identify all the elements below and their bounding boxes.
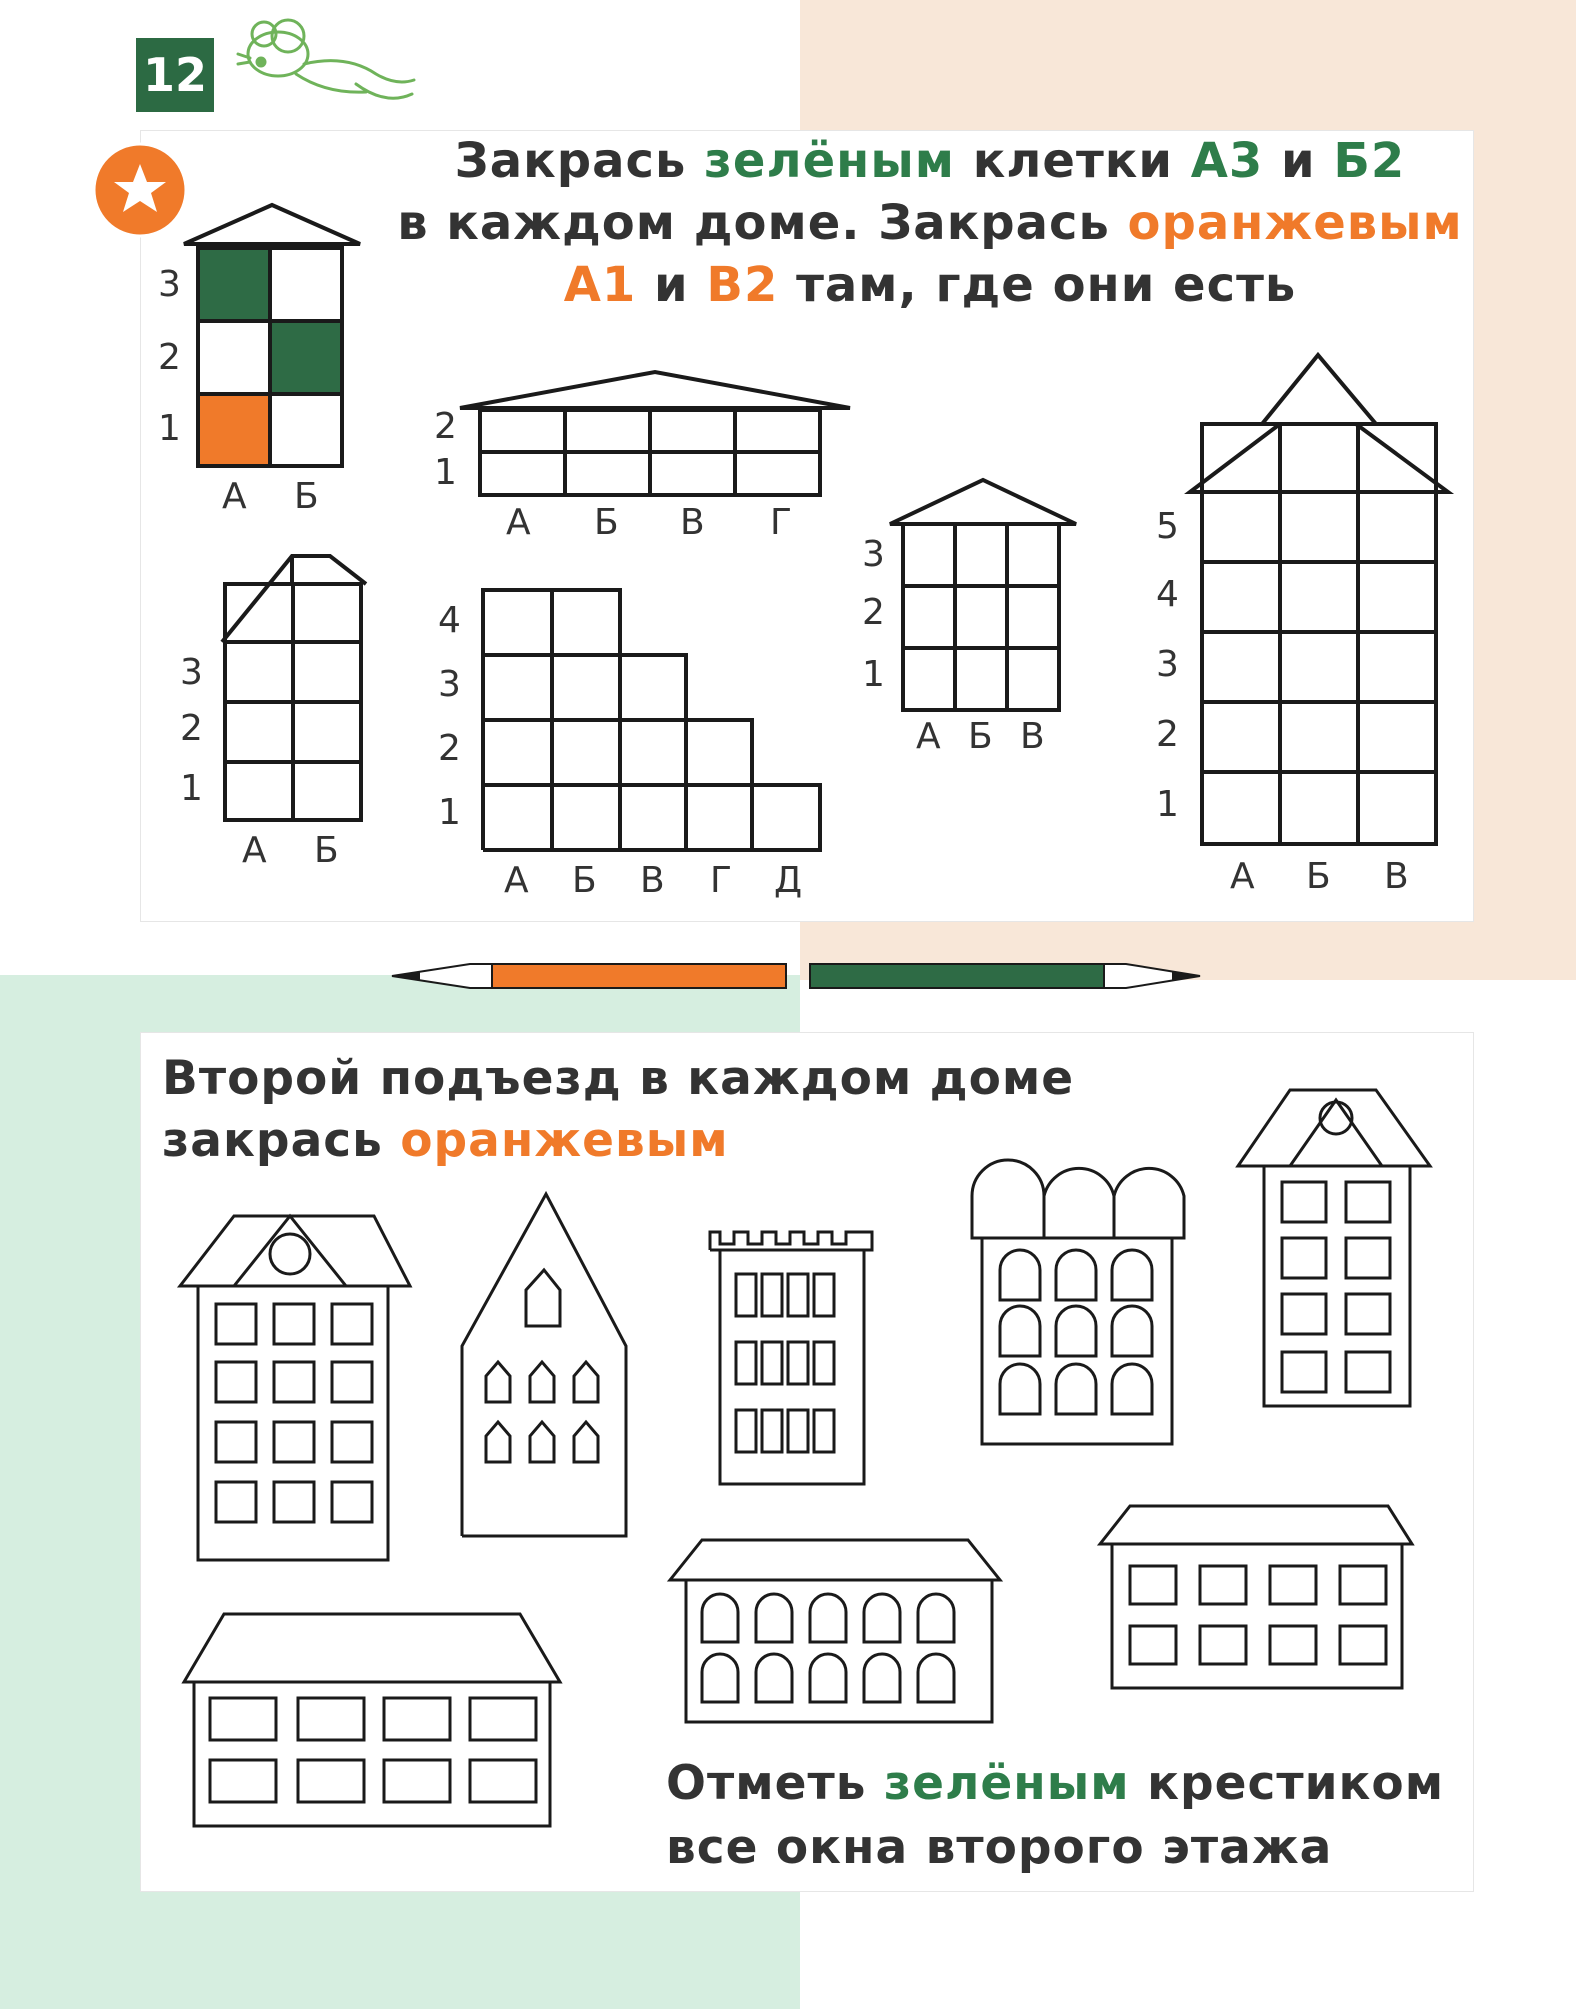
task2-instruction: Второй подъезд в каждом доме закрась оранжевым [162,1051,1075,1168]
col-label: Б [1306,856,1331,897]
col-label: А [506,502,531,543]
col-label: Б [968,716,993,757]
row-label: 3 [862,534,885,575]
row-label: 4 [438,600,461,641]
col-label: Г [710,860,732,901]
task3-instruction: Отметь зелёным крестиком все окна второго этажа [666,1756,1445,1875]
row-label: 2 [434,406,457,447]
row-label: 3 [1156,644,1179,685]
row-label: 2 [1156,714,1179,755]
row-label: 3 [158,264,181,305]
col-label: В [1020,716,1045,757]
row-label: 1 [158,408,181,449]
row-label: 1 [438,792,461,833]
col-label: А [222,476,247,517]
col-label: Г [770,502,792,543]
col-label: В [640,860,665,901]
row-label: 2 [180,708,203,749]
col-label: В [680,502,705,543]
row-label: 3 [180,652,203,693]
row-label: 1 [1156,784,1179,825]
row-label: 2 [438,728,461,769]
row-label: 3 [438,664,461,705]
row-label: 4 [1156,574,1179,615]
row-label: 2 [862,592,885,633]
row-label: 1 [862,654,885,695]
col-label: Б [314,830,339,871]
col-label: Б [294,476,319,517]
col-label: А [504,860,529,901]
row-label: 1 [180,768,203,809]
row-label: 1 [434,452,457,493]
mouse-icon [236,14,426,114]
col-label: А [916,716,941,757]
col-label: А [242,830,267,871]
col-label: В [1384,856,1409,897]
col-label: Б [572,860,597,901]
page-number: 12 [136,38,214,112]
row-label: 5 [1156,506,1179,547]
col-label: Б [594,502,619,543]
row-label: 2 [158,337,181,378]
col-label: Д [774,860,803,901]
col-label: А [1230,856,1255,897]
task1-instruction: Закрась зелёным клетки А3 и Б2 в каждом доме. Закрась оранжевым А1 и В2 там, где они есть [397,133,1463,313]
star-icon [90,140,190,240]
